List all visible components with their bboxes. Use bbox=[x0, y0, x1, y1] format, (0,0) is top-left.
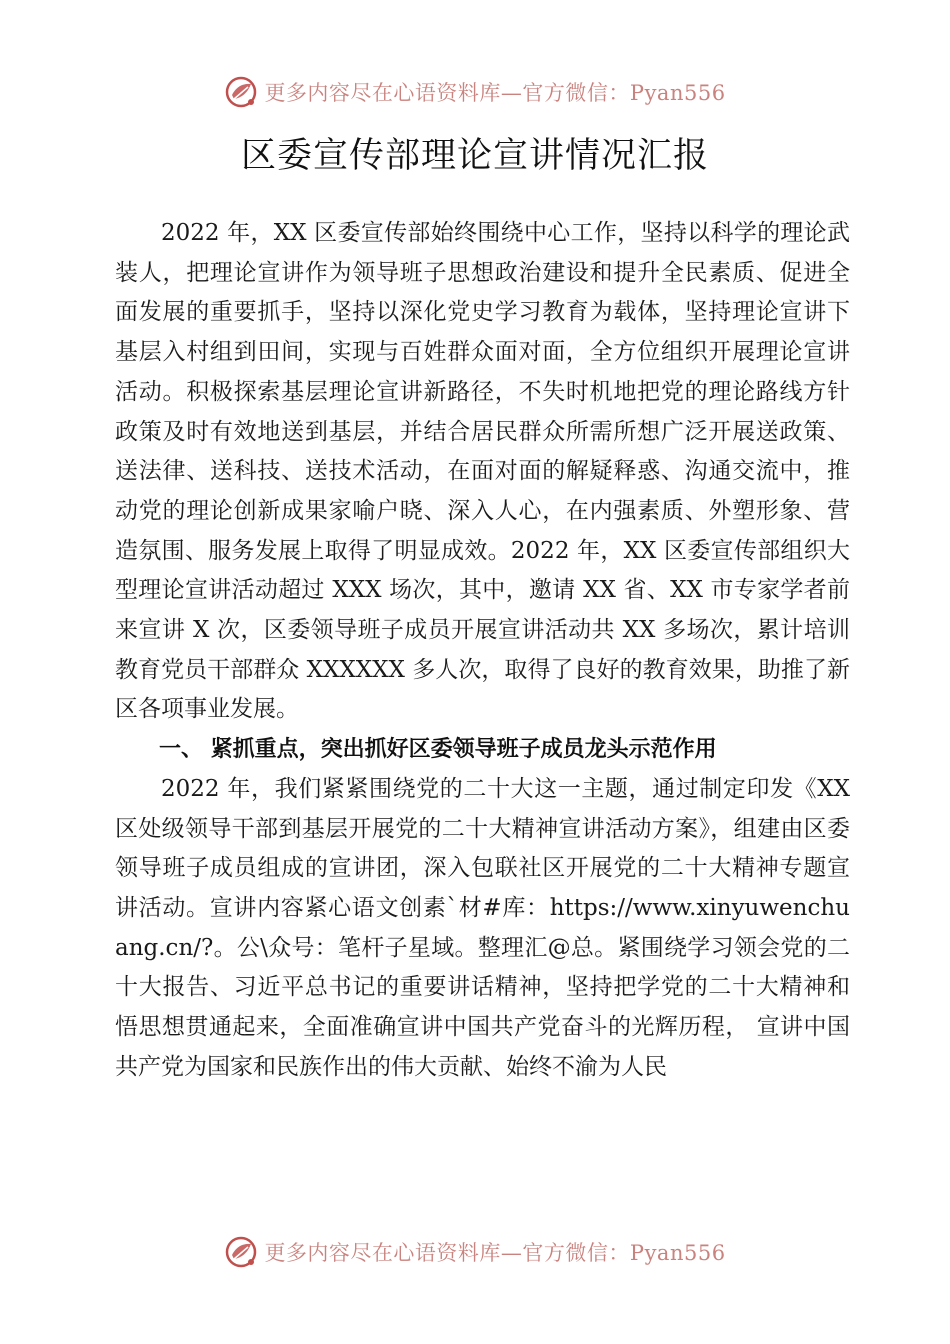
leaf-logo-icon bbox=[224, 1235, 258, 1269]
section-paragraph-1: 2022 年，我们紧紧围绕党的二十大这一主题，通过制定印发《XX 区处级领导干部到基层开展党的二十大精神宣讲活动方案》，组建由区委领导班子成员组成的宣讲团，深入包联社区开展党的二十大精神专题宣讲活动。宣讲内容紧心语文创素`材#库：https://www.xinyuwenchuang.cn/?。公\众号：笔杆子星域。整理汇@总。紧围绕学习领会党的二十大报告、习近平总书记的重要讲话精神，坚持把学党的二十大精神和悟思想贯通起来，全面准确宣讲中国共产党奋斗的光辉历程， 宣讲中国共产党为国家和民族作出的伟大贡献、始终不渝为人民 bbox=[115, 775, 850, 1080]
watermark-text: 更多内容尽在心语资料库—官方微信：Pyan556 bbox=[264, 81, 726, 105]
intro-paragraph: 2022 年，XX 区委宣传部始终围绕中心工作，坚持以科学的理论武装人，把理论宣讲作为领导班子思想政治建设和提升全民素质、促进全面发展的重要抓手，坚持以深化党史学习教育为载体，坚持理论宣讲下基层入村组到田间，实现与百姓群众面对面，全方位组织开展理论宣讲活动。积极探索基层理论宣讲新路径，不失时机地把党的理论路线方针政策及时有效地送到基层，并结合居民群众所需所想广泛开展送政策、送法律、送科技、送技术活动，在面对面的解疑释惑、沟通交流中，推动党的理论创新成果家喻户晓、深入人心，在内强素质、外塑形象、营造氛围、服务发展上取得了明显成效。2022 年，XX 区委宣传部组织大型理论宣讲活动超过 XXX 场次，其中，邀请 XX 省、XX 市专家学者前来宣讲 X 次，区委领导班子成员开展宣讲活动共 XX 多场次，累计培训教育党员干部群众 XXXXXX 多人次，取得了良好的教育效果，助推了新区各项事业发展。 bbox=[115, 220, 850, 723]
footer-watermark bbox=[0, 1232, 950, 1272]
header-watermark bbox=[0, 72, 950, 112]
leaf-logo-icon bbox=[224, 75, 258, 109]
section-heading-1: 一、 紧抓重点，突出抓好区委领导班子成员龙头示范作用 bbox=[159, 737, 717, 763]
document-body bbox=[115, 214, 850, 1087]
document-title: 区委宣传部理论宣讲情况汇报 bbox=[240, 136, 709, 176]
watermark-text: 更多内容尽在心语资料库—官方微信：Pyan556 bbox=[264, 1241, 726, 1265]
